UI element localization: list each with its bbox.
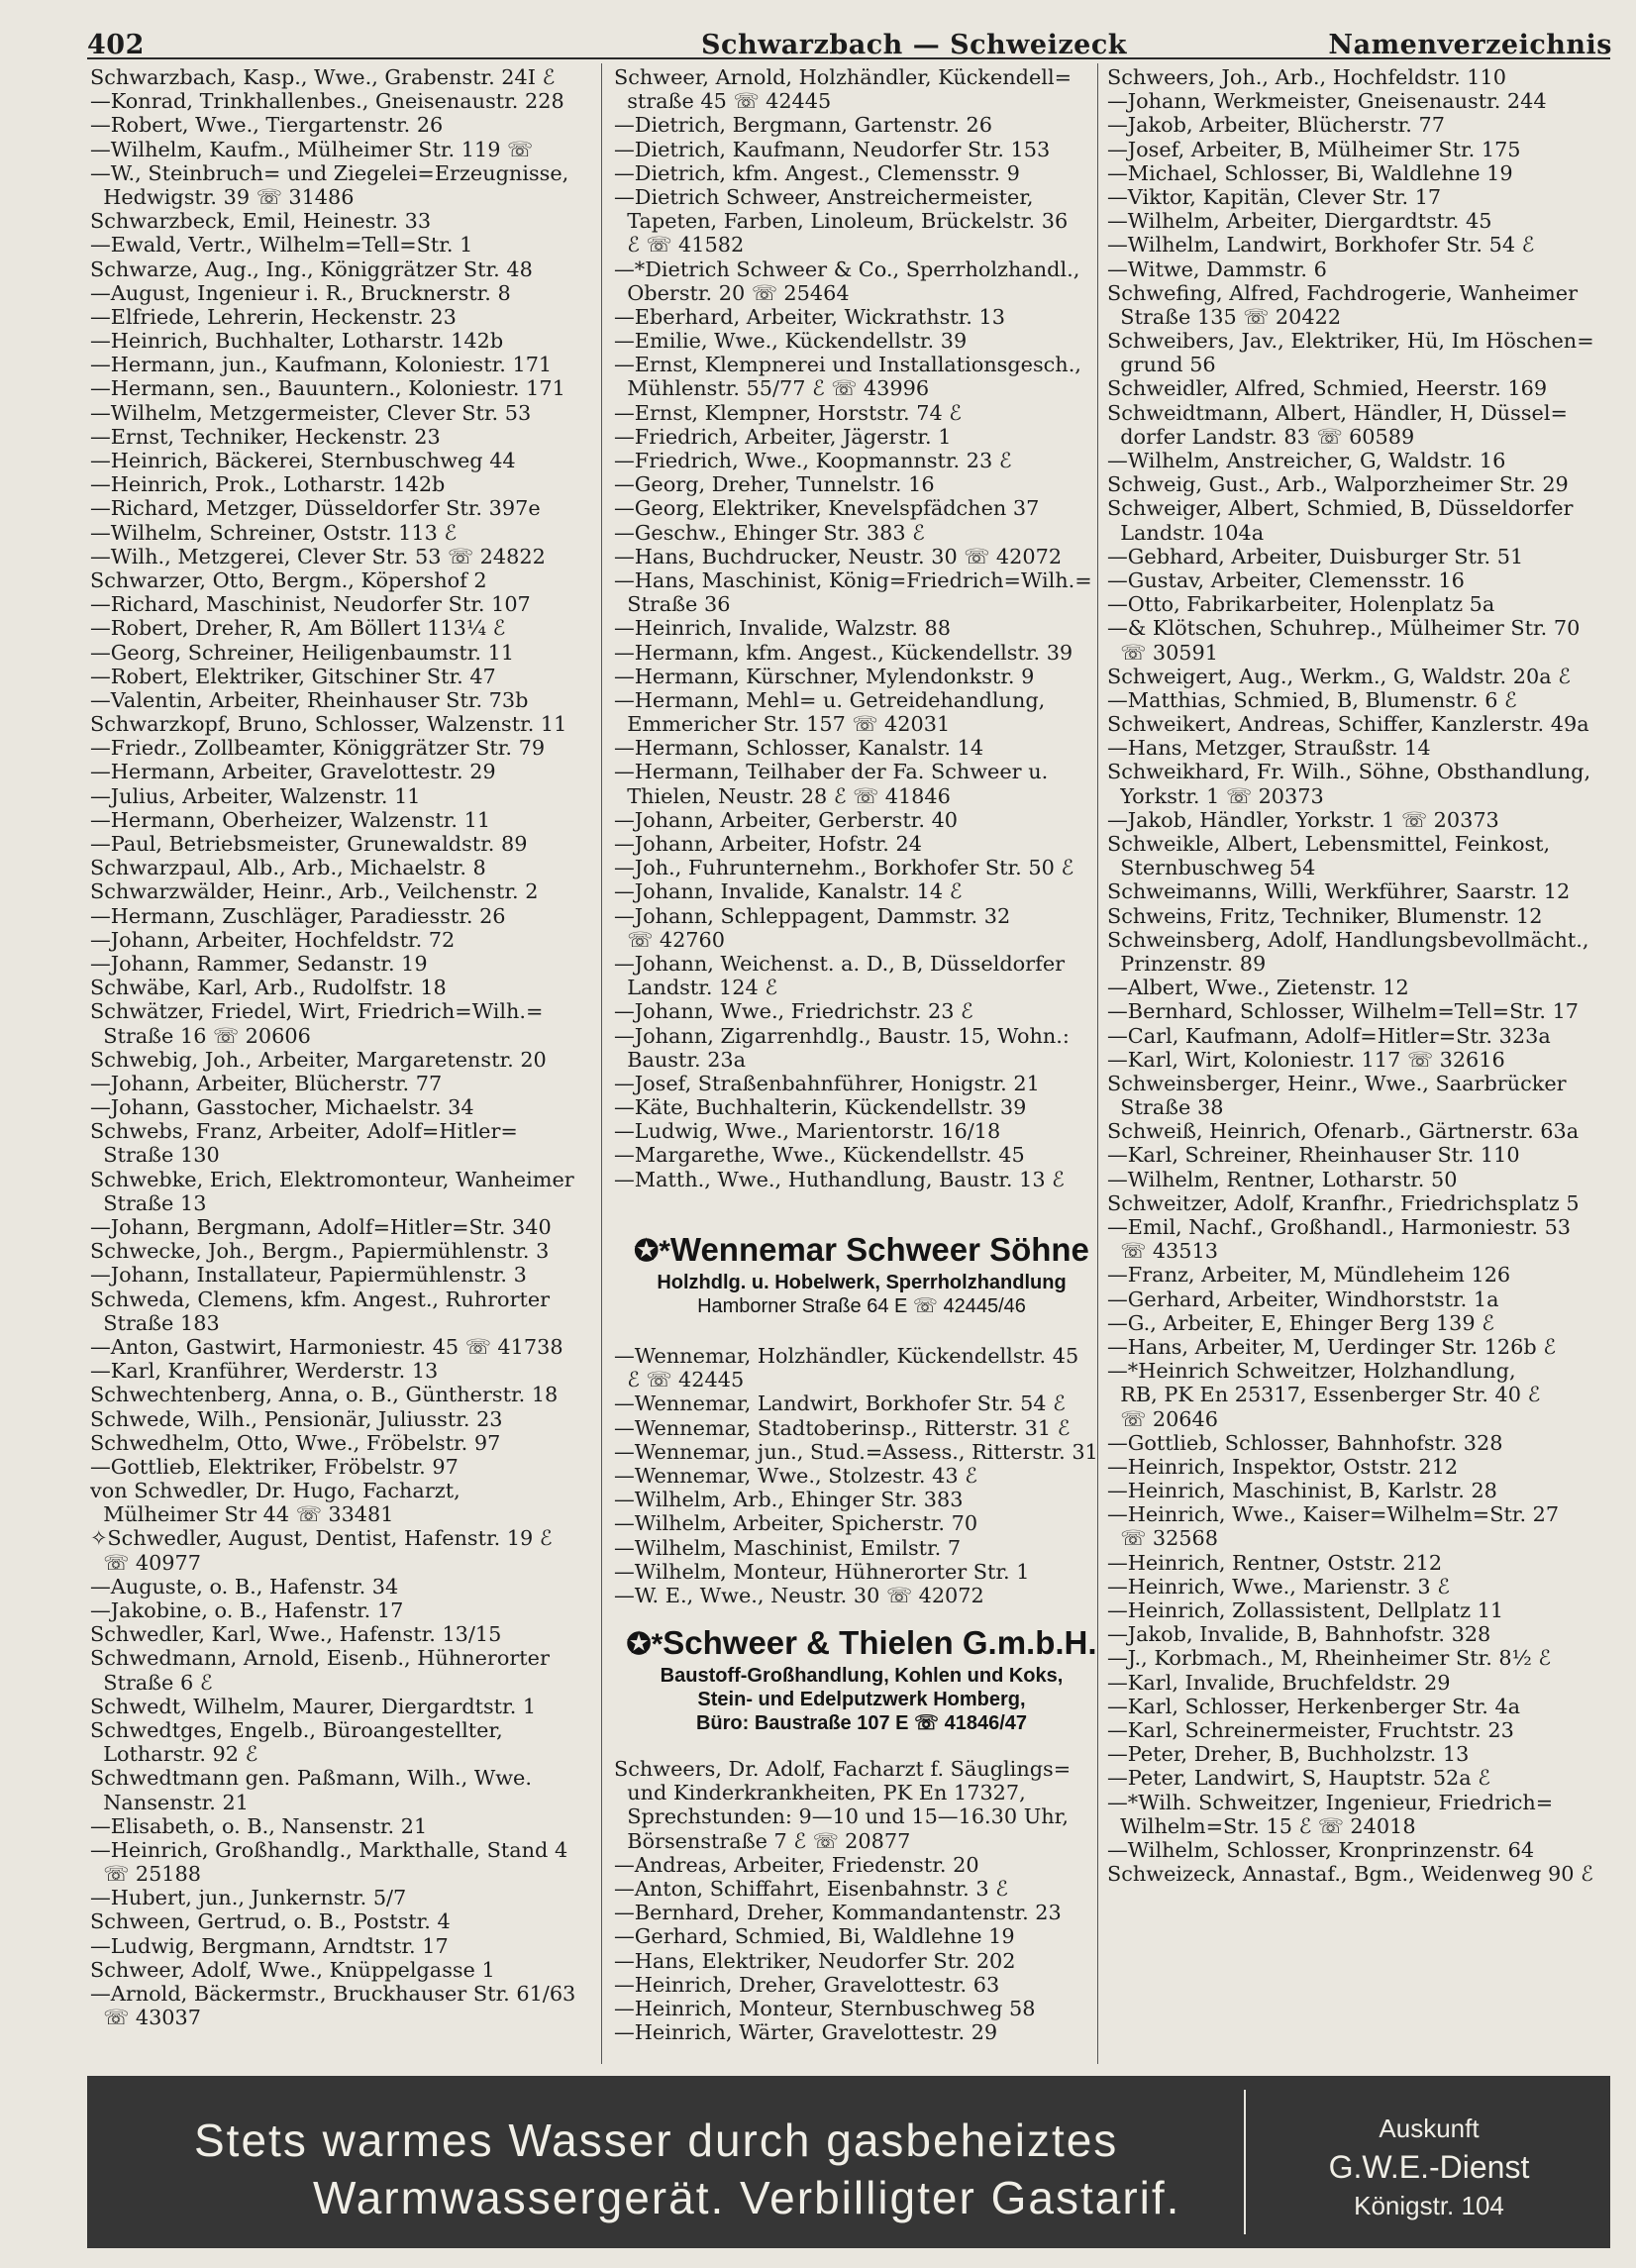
directory-entry-line: Schweiger, Albert, Schmied, B, Düsseldorfer bbox=[1107, 496, 1574, 521]
directory-entry-line: —Wilhelm, Maschinist, Emilstr. 7 bbox=[614, 1535, 962, 1560]
directory-entry-line: Straße 135 ☏ 20422 bbox=[1107, 304, 1342, 329]
directory-entry-line: —Karl, Schlosser, Herkenberger Str. 4a bbox=[1107, 1694, 1521, 1718]
directory-entry-line: —Wilhelm, Metzgermeister, Clever Str. 53 bbox=[90, 400, 532, 425]
directory-entry-line: Straße 38 bbox=[1107, 1095, 1224, 1120]
directory-entry-line: —Wilhelm, Schlosser, Kronprinzenstr. 64 bbox=[1107, 1837, 1535, 1862]
directory-entry-line: —Gerhard, Arbeiter, Windhorststr. 1a bbox=[1107, 1287, 1499, 1311]
directory-entry-line: —Carl, Kaufmann, Adolf=Hitler=Str. 323a bbox=[1107, 1023, 1551, 1048]
directory-entry-line: —Otto, Fabrikarbeiter, Holenplatz 5a bbox=[1107, 592, 1495, 617]
directory-entry-line: Schweigert, Aug., Werkm., G, Waldstr. 20a ℰ bbox=[1107, 664, 1571, 688]
directory-entry-line: —Paul, Betriebsmeister, Grunewaldstr. 89 bbox=[90, 832, 528, 856]
directory-entry-line: —Wennemar, Stadtoberinsp., Ritterstr. 31 ℰ bbox=[614, 1415, 1071, 1440]
directory-entry-line: Schweers, Joh., Arb., Hochfeldstr. 110 bbox=[1107, 65, 1507, 89]
banner-line: Stets warmes Wasser durch gasbeheiztes bbox=[194, 2114, 1119, 2166]
directory-entry-line: Straße 6 ℰ bbox=[90, 1670, 213, 1695]
section-title: Namenverzeichnis bbox=[1328, 30, 1612, 60]
directory-entry-line: Schweers, Dr. Adolf, Facharzt f. Säuglings= bbox=[614, 1757, 1072, 1781]
directory-entry-line: —Matth., Wwe., Huthandlung, Baustr. 13 ℰ bbox=[614, 1167, 1065, 1191]
directory-entry-line: —Karl, Invalide, Bruchfeldstr. 29 bbox=[1107, 1670, 1451, 1695]
column-1 bbox=[90, 65, 585, 2029]
directory-entry-line: —Hermann, Zuschläger, Paradiesstr. 26 bbox=[90, 903, 506, 928]
directory-entry-line: Schweer, Adolf, Wwe., Knüppelgasse 1 bbox=[90, 1957, 495, 1982]
directory-entry-line: —Richard, Maschinist, Neudorfer Str. 107 bbox=[90, 592, 531, 617]
directory-entry-line: —Georg, Elektriker, Knevelspfädchen 37 bbox=[614, 496, 1040, 521]
directory-entry-line: —Johann, Bergmann, Adolf=Hitler=Str. 340 bbox=[90, 1215, 552, 1239]
directory-entry-line: —Wilhelm, Schreiner, Oststr. 113 ℰ bbox=[90, 520, 458, 545]
directory-entry-line: —Wilhelm, Rentner, Lotharstr. 50 bbox=[1107, 1167, 1458, 1191]
directory-entry-line: Schwebs, Franz, Arbeiter, Adolf=Hitler= bbox=[90, 1119, 518, 1144]
directory-entry-line: —Heinrich, Rentner, Oststr. 212 bbox=[1107, 1550, 1443, 1575]
directory-entry-line: —Bernhard, Schlosser, Wilhelm=Tell=Str. 17 bbox=[1107, 999, 1580, 1024]
ad-line: Hamborner Straße 64 E ☏ 42445/46 bbox=[697, 1295, 1026, 1317]
directory-entry-line: Prinzenstr. 89 bbox=[1107, 951, 1267, 976]
directory-entry-line: —Heinrich, Großhandlg., Markthalle, Stand 4 bbox=[90, 1837, 568, 1862]
company-logo-icon: ✪* bbox=[634, 1235, 670, 1268]
directory-entry-line: —Jakob, Händler, Yorkstr. 1 ☏ 20373 bbox=[1107, 807, 1499, 832]
header-rule bbox=[87, 57, 1610, 59]
directory-entry-line: —Margarethe, Wwe., Kückendellstr. 45 bbox=[614, 1143, 1025, 1168]
directory-entry-line: —Auguste, o. B., Hafenstr. 34 bbox=[90, 1574, 399, 1598]
column-3 bbox=[1107, 65, 1602, 1886]
directory-entry-line: —Hermann, Kürschner, Mylendonkstr. 9 bbox=[614, 664, 1035, 688]
directory-entry-line: —Hubert, jun., Junkernstr. 5/7 bbox=[90, 1886, 407, 1910]
directory-entry-line: Schwebig, Joh., Arbeiter, Margaretenstr. 20 bbox=[90, 1047, 547, 1072]
directory-entry-line: ☏ 42760 bbox=[614, 927, 725, 952]
directory-entry-line: Schweibers, Jav., Elektriker, Hü, Im Höschen= bbox=[1107, 329, 1594, 354]
column-2-middle bbox=[614, 1344, 1109, 1607]
directory-entry-line: von Schwedler, Dr. Hugo, Facharzt, bbox=[90, 1479, 460, 1503]
page-number: 402 bbox=[87, 30, 145, 60]
banner-info-label: Auskunft bbox=[1379, 2113, 1480, 2143]
directory-entry-line: —Elisabeth, o. B., Nansenstr. 21 bbox=[90, 1813, 428, 1838]
directory-entry-line: Schwarzbeck, Emil, Heinestr. 33 bbox=[90, 209, 432, 234]
directory-entry-line: —Matthias, Schmied, B, Blumenstr. 6 ℰ bbox=[1107, 687, 1517, 712]
directory-entry-line: —J., Korbmach., M, Rheinheimer Str. 8½ ℰ bbox=[1107, 1646, 1552, 1671]
directory-entry-line: —Geschw., Ehinger Str. 383 ℰ bbox=[614, 520, 925, 545]
directory-entry-line: —Richard, Metzger, Düsseldorfer Str. 397e bbox=[90, 496, 541, 521]
directory-entry-line: Schwarzwälder, Heinr., Arb., Veilchenstr. 2 bbox=[90, 879, 539, 904]
directory-entry-line: Sternbuschweg 54 bbox=[1107, 856, 1316, 880]
directory-entry-line: —Heinrich, Bäckerei, Sternbuschweg 44 bbox=[90, 449, 516, 472]
directory-entry-line: —Jakobine, o. B., Hafenstr. 17 bbox=[90, 1598, 404, 1622]
directory-entry-line: —Gottlieb, Schlosser, Bahnhofstr. 328 bbox=[1107, 1430, 1503, 1455]
directory-entry-line: Schwedtges, Engelb., Büroangestellter, bbox=[90, 1717, 503, 1742]
directory-entry-line: —Karl, Schreinermeister, Fruchtstr. 23 bbox=[1107, 1717, 1514, 1742]
directory-entry-line: —Johann, Arbeiter, Blücherstr. 77 bbox=[90, 1071, 443, 1095]
directory-entry-line: —Dietrich, Bergmann, Gartenstr. 26 bbox=[614, 113, 993, 138]
directory-entry-line: —Michael, Schlosser, Bi, Waldlehne 19 bbox=[1107, 160, 1513, 185]
directory-entry-line: Schwedhelm, Otto, Wwe., Fröbelstr. 97 bbox=[90, 1430, 501, 1455]
directory-entry-line: —Johann, Gasstocher, Michaelstr. 34 bbox=[90, 1095, 474, 1120]
directory-entry-line: Schweizeck, Annastaf., Bgm., Weidenweg 90 ℰ bbox=[1107, 1862, 1593, 1887]
directory-entry-line: Schwecke, Joh., Bergm., Papiermühlenstr. 3 bbox=[90, 1239, 550, 1264]
directory-entry-line: —Heinrich, Wärter, Gravelottestr. 29 bbox=[614, 2020, 998, 2045]
directory-entry-line: —Gerhard, Schmied, Bi, Waldlehne 19 bbox=[614, 1924, 1015, 1949]
directory-entry-line: —Witwe, Dammstr. 6 bbox=[1107, 257, 1327, 281]
directory-entry-line: Schween, Gertrud, o. B., Poststr. 4 bbox=[90, 1909, 451, 1934]
directory-entry-line: ☏ 30591 bbox=[1107, 640, 1218, 665]
directory-entry-line: —Bernhard, Dreher, Kommandantenstr. 23 bbox=[614, 1901, 1062, 1925]
banner-line: Warmwassergerät. Verbilligter Gastarif. bbox=[313, 2172, 1181, 2223]
directory-entry-line: ✧Schwedler, August, Dentist, Hafenstr. 19 ℰ bbox=[90, 1526, 553, 1551]
directory-entry-line: —Wilhelm, Arbeiter, Spicherstr. 70 bbox=[614, 1511, 978, 1536]
directory-entry-line: Landstr. 124 ℰ bbox=[614, 976, 777, 1000]
directory-entry-line: —*Dietrich Schweer & Co., Sperrholzhandl., bbox=[614, 257, 1080, 281]
directory-entry-line: —Heinrich, Buchhalter, Lotharstr. 142b bbox=[90, 329, 504, 354]
ad-line: Baustoff-Großhandlung, Kohlen und Koks, bbox=[660, 1665, 1064, 1687]
directory-entry-line: Sprechstunden: 9—10 und 15—16.30 Uhr, bbox=[614, 1804, 1069, 1829]
directory-entry-line: Börsenstraße 7 ℰ ☏ 20877 bbox=[614, 1828, 911, 1853]
directory-entry-line: Schwedmann, Arnold, Eisenb., Hühnerorter bbox=[90, 1646, 550, 1671]
directory-entry-line: ☏ 32568 bbox=[1107, 1526, 1218, 1551]
directory-entry-line: —Johann, Zigarrenhdlg., Baustr. 15, Wohn.: bbox=[614, 1023, 1070, 1048]
directory-entry-line: —Hans, Buchdrucker, Neustr. 30 ☏ 42072 bbox=[614, 544, 1063, 568]
column-2-bottom bbox=[614, 1757, 1109, 2044]
directory-entry-line: —Hermann, Oberheizer, Walzenstr. 11 bbox=[90, 807, 491, 832]
directory-entry-line: —Friedr., Zollbeamter, Königgrätzer Str. 79 bbox=[90, 736, 546, 761]
column-2-top bbox=[614, 65, 1109, 1191]
directory-entry-line: Schweidtmann, Albert, Händler, H, Düssel= bbox=[1107, 400, 1568, 425]
company-logo-icon: ✪* bbox=[626, 1628, 664, 1661]
directory-entry-line: —Johann, Arbeiter, Hofstr. 24 bbox=[614, 832, 922, 856]
banner-service-name: G.W.E.-Dienst bbox=[1328, 2149, 1530, 2185]
directory-entry-line: Schweig, Gust., Arb., Walporzheimer Str. 29 bbox=[1107, 472, 1569, 497]
directory-entry-line: —*Wilh. Schweitzer, Ingenieur, Friedrich= bbox=[1107, 1790, 1554, 1814]
directory-entry-line: —Wennemar, jun., Stud.=Assess., Ritterstr. 31 bbox=[614, 1439, 1098, 1464]
directory-entry-line: Schwedler, Karl, Wwe., Hafenstr. 13/15 bbox=[90, 1622, 502, 1647]
directory-entry-line: —Hans, Maschinist, König=Friedrich=Wilh.= bbox=[614, 567, 1092, 592]
directory-entry-line: —Emil, Nachf., Großhandl., Harmoniestr. 53 bbox=[1107, 1215, 1572, 1239]
directory-entry-line: —Karl, Wirt, Koloniestr. 117 ☏ 32616 bbox=[1107, 1047, 1505, 1072]
directory-entry-line: Schweidler, Alfred, Schmied, Heerstr. 169 bbox=[1107, 376, 1548, 401]
directory-entry-line: —Hans, Metzger, Straußstr. 14 bbox=[1107, 736, 1431, 761]
directory-entry-line: —Heinrich, Maschinist, B, Karlstr. 28 bbox=[1107, 1479, 1497, 1503]
directory-entry-line: —Heinrich, Wwe., Kaiser=Wilhelm=Str. 27 bbox=[1107, 1502, 1560, 1527]
directory-entry-line: Schwarzbach, Kasp., Wwe., Grabenstr. 24I ℰ bbox=[90, 65, 556, 89]
directory-entry-line: —Hermann, kfm. Angest., Kückendellstr. 39 bbox=[614, 640, 1074, 665]
directory-entry-line: —Georg, Dreher, Tunnelstr. 16 bbox=[614, 472, 935, 497]
directory-entry-line: Mühlenstr. 55/77 ℰ ☏ 43996 bbox=[614, 376, 930, 401]
directory-entry-line: Schwede, Wilh., Pensionär, Juliusstr. 23 bbox=[90, 1406, 503, 1431]
directory-entry-line: —Johann, Werkmeister, Gneisenaustr. 244 bbox=[1107, 89, 1547, 114]
directory-entry-line: Schwebke, Erich, Elektromonteur, Wanheimer bbox=[90, 1167, 574, 1191]
directory-entry-line: Schweitzer, Adolf, Kranfhr., Friedrichsplatz 5 bbox=[1107, 1190, 1580, 1215]
directory-entry-line: —Johann, Arbeiter, Hochfeldstr. 72 bbox=[90, 927, 456, 952]
ad-title: Schweer & Thielen G.m.b.H. bbox=[663, 1624, 1097, 1661]
directory-entry-line: Schwätzer, Friedel, Wirt, Friedrich=Wilh.= bbox=[90, 999, 544, 1024]
ad-title: Wennemar Schweer Söhne bbox=[669, 1231, 1089, 1268]
directory-entry-line: —*Heinrich Schweitzer, Holzhandlung, bbox=[1107, 1359, 1516, 1384]
directory-entry-line: —Wennemar, Landwirt, Borkhofer Str. 54 ℰ bbox=[614, 1392, 1066, 1416]
directory-entry-line: Wilhelm=Str. 15 ℰ ☏ 24018 bbox=[1107, 1813, 1416, 1838]
directory-entry-line: —Friedrich, Wwe., Koopmannstr. 23 ℰ bbox=[614, 449, 1012, 472]
directory-entry-line: —Robert, Dreher, R, Am Böllert 113¼ ℰ bbox=[90, 616, 506, 641]
directory-entry-line: —Ludwig, Wwe., Marientorstr. 16/18 bbox=[614, 1119, 1001, 1144]
directory-entry-line: —Ernst, Klempnerei und Installationsgesch., bbox=[614, 353, 1081, 377]
directory-entry-line: Schweimanns, Willi, Werkführer, Saarstr. 12 bbox=[1107, 879, 1571, 904]
directory-entry-line: —Johann, Wwe., Friedrichstr. 23 ℰ bbox=[614, 999, 973, 1024]
column-divider-1 bbox=[601, 63, 602, 2064]
directory-entry-line: —Albert, Wwe., Zietenstr. 12 bbox=[1107, 976, 1409, 1000]
directory-entry-line: Straße 183 bbox=[90, 1310, 220, 1335]
directory-entry-line: Schweinsberg, Adolf, Handlungsbevollmächt., bbox=[1107, 927, 1589, 952]
directory-entry-line: —Hans, Elektriker, Neudorfer Str. 202 bbox=[614, 1948, 1016, 1973]
directory-entry-line: Schweins, Fritz, Techniker, Blumenstr. 12 bbox=[1107, 903, 1543, 928]
directory-entry-line: —Johann, Rammer, Sedanstr. 19 bbox=[90, 951, 428, 976]
directory-entry-line: —Gottlieb, Elektriker, Fröbelstr. 97 bbox=[90, 1454, 459, 1479]
directory-entry-line: —Ludwig, Bergmann, Arndtstr. 17 bbox=[90, 1933, 449, 1958]
directory-entry-line: —Anton, Schiffahrt, Eisenbahnstr. 3 ℰ bbox=[614, 1876, 1008, 1901]
directory-entry-line: —Johann, Invalide, Kanalstr. 14 ℰ bbox=[614, 879, 963, 904]
directory-entry-line: —Julius, Arbeiter, Walzenstr. 11 bbox=[90, 783, 421, 808]
directory-entry-line: ☏ 43513 bbox=[1107, 1239, 1218, 1264]
directory-entry-line: —Wennemar, Holzhändler, Kückendellstr. 45 bbox=[614, 1344, 1079, 1368]
page-header bbox=[87, 30, 1612, 59]
directory-entry-line: —Heinrich, Prok., Lotharstr. 142b bbox=[90, 472, 446, 497]
ad-line: Holzhdlg. u. Hobelwerk, Sperrholzhandlung bbox=[657, 1272, 1067, 1293]
directory-entry-line: —Heinrich, Invalide, Walzstr. 88 bbox=[614, 616, 951, 641]
directory-entry-line: —Joh., Fuhrunternehm., Borkhofer Str. 50 ℰ bbox=[614, 856, 1074, 880]
directory-entry-line: —Hermann, Schlosser, Kanalstr. 14 bbox=[614, 736, 984, 761]
directory-entry-line: —Wilhelm, Monteur, Hühnerorter Str. 1 bbox=[614, 1559, 1030, 1584]
directory-entry-line: —Gustav, Arbeiter, Clemensstr. 16 bbox=[1107, 567, 1465, 592]
gas-advertisement-banner bbox=[87, 2076, 1610, 2248]
directory-entry-line: —Jakob, Invalide, B, Bahnhofstr. 328 bbox=[1107, 1622, 1491, 1647]
directory-entry-line: —Heinrich, Wwe., Marienstr. 3 ℰ bbox=[1107, 1574, 1450, 1598]
directory-entry-line: Baustr. 23a bbox=[614, 1047, 747, 1072]
directory-entry-line: ℰ ☏ 42445 bbox=[614, 1368, 745, 1392]
directory-entry-line: ☏ 43037 bbox=[90, 2006, 201, 2030]
directory-entry-line: Schweinsberger, Heinr., Wwe., Saarbrücker bbox=[1107, 1071, 1567, 1095]
directory-entry-line: —Wilhelm, Arb., Ehinger Str. 383 bbox=[614, 1488, 964, 1512]
name-range: Schwarzbach — Schweizeck bbox=[701, 30, 1128, 60]
directory-entry-line: Schwarzer, Otto, Bergm., Köpershof 2 bbox=[90, 567, 487, 592]
directory-entry-line: —Georg, Schreiner, Heiligenbaumstr. 11 bbox=[90, 640, 515, 665]
directory-entry-line: Oberstr. 20 ☏ 25464 bbox=[614, 280, 850, 305]
directory-entry-line: —Anton, Gastwirt, Harmoniestr. 45 ☏ 41738 bbox=[90, 1334, 563, 1359]
directory-entry-line: Straße 130 bbox=[90, 1143, 220, 1168]
banner-divider bbox=[1244, 2090, 1246, 2234]
directory-entry-line: Schweer, Arnold, Holzhändler, Kückendell= bbox=[614, 65, 1073, 89]
directory-entry-line: —Heinrich, Inspektor, Oststr. 212 bbox=[1107, 1454, 1459, 1479]
directory-entry-line: —Heinrich, Zollassistent, Dellplatz 11 bbox=[1107, 1598, 1504, 1622]
directory-entry-line: straße 45 ☏ 42445 bbox=[614, 89, 832, 114]
directory-entry-line: —Karl, Kranführer, Werderstr. 13 bbox=[90, 1359, 439, 1384]
directory-entry-line: und Kinderkrankheiten, PK En 17327, bbox=[614, 1781, 1026, 1805]
directory-entry-line: —Friedrich, Arbeiter, Jägerstr. 1 bbox=[614, 424, 952, 449]
directory-entry-line: Schweda, Clemens, kfm. Angest., Ruhrorter bbox=[90, 1287, 551, 1311]
directory-entry-line: —& Klötschen, Schuhrep., Mülheimer Str. 70 bbox=[1107, 616, 1581, 641]
directory-entry-line: —Eberhard, Arbeiter, Wickrathstr. 13 bbox=[614, 304, 1005, 329]
directory-entry-line: —Peter, Dreher, B, Buchholzstr. 13 bbox=[1107, 1742, 1470, 1767]
directory-entry-line: —Wilh., Metzgerei, Clever Str. 53 ☏ 24822 bbox=[90, 544, 546, 568]
directory-entry-line: Yorkstr. 1 ☏ 20373 bbox=[1107, 783, 1324, 808]
directory-entry-line: —Robert, Elektriker, Gitschiner Str. 47 bbox=[90, 664, 496, 688]
directory-entry-line: —G., Arbeiter, E, Ehinger Berg 139 ℰ bbox=[1107, 1310, 1494, 1335]
banner-address: Königstr. 104 bbox=[1354, 2191, 1504, 2220]
directory-entry-line: —Johann, Schleppagent, Dammstr. 32 bbox=[614, 903, 1011, 928]
directory-entry-line: Hedwigstr. 39 ☏ 31486 bbox=[90, 184, 355, 209]
directory-entry-line: —Arnold, Bäckermstr., Bruckhauser Str. 61/63 bbox=[90, 1982, 576, 2006]
directory-entry-line: —Josef, Arbeiter, B, Mülheimer Str. 175 bbox=[1107, 137, 1521, 161]
directory-entry-line: Landstr. 104a bbox=[1107, 520, 1265, 545]
directory-entry-line: Nansenstr. 21 bbox=[90, 1790, 249, 1814]
directory-entry-line: ☏ 25188 bbox=[90, 1862, 201, 1887]
directory-entry-line: —Hermann, Teilhaber der Fa. Schweer u. bbox=[614, 760, 1049, 784]
directory-entry-line: Thielen, Neustr. 28 ℰ ☏ 41846 bbox=[614, 783, 951, 808]
directory-entry-line: Schwarzkopf, Bruno, Schlosser, Walzenstr. 11 bbox=[90, 712, 567, 737]
directory-entry-line: —Wilhelm, Anstreicher, G, Waldstr. 16 bbox=[1107, 449, 1506, 472]
directory-entry-line: —Käte, Buchhalterin, Kückendellstr. 39 bbox=[614, 1095, 1027, 1120]
directory-entry-line: —Hermann, sen., Bauuntern., Koloniestr. 171 bbox=[90, 376, 565, 401]
directory-entry-line: Mülheimer Str 44 ☏ 33481 bbox=[90, 1502, 394, 1527]
directory-entry-line: —Valentin, Arbeiter, Rheinhauser Str. 73b bbox=[90, 687, 529, 712]
directory-entry-line: —Elfriede, Lehrerin, Heckenstr. 23 bbox=[90, 304, 457, 329]
directory-entry-line: ☏ 40977 bbox=[90, 1550, 201, 1575]
ad-line: Stein- und Edelputzwerk Homberg, bbox=[697, 1689, 1026, 1710]
directory-entry-line: Schweikert, Andreas, Schiffer, Kanzlerstr. 49a bbox=[1107, 712, 1589, 737]
directory-entry-line: —Dietrich Schweer, Anstreichermeister, bbox=[614, 184, 1034, 209]
directory-entry-line: —Johann, Installateur, Papiermühlenstr. 3 bbox=[90, 1263, 527, 1288]
directory-entry-line: —Franz, Arbeiter, M, Mündleheim 126 bbox=[1107, 1263, 1511, 1288]
directory-entry-line: —Ernst, Techniker, Heckenstr. 23 bbox=[90, 424, 441, 449]
directory-entry-line: —Josef, Straßenbahnführer, Honigstr. 21 bbox=[614, 1071, 1040, 1095]
directory-entry-line: Schweiß, Heinrich, Ofenarb., Gärtnerstr. 63a bbox=[1107, 1119, 1580, 1144]
directory-entry-line: —Hermann, jun., Kaufmann, Koloniestr. 171 bbox=[90, 353, 553, 377]
directory-entry-line: —Wilhelm, Kaufm., Mülheimer Str. 119 ☏ bbox=[90, 137, 534, 161]
directory-entry-line: —Johann, Arbeiter, Gerberstr. 40 bbox=[614, 807, 959, 832]
directory-entry-line: ☏ 20646 bbox=[1107, 1406, 1218, 1431]
directory-entry-line: Schweikle, Albert, Lebensmittel, Feinkost, bbox=[1107, 832, 1551, 856]
directory-entry-line: —Dietrich, kfm. Angest., Clemensstr. 9 bbox=[614, 160, 1020, 185]
directory-entry-line: —Hermann, Mehl= u. Getreidehandlung, bbox=[614, 687, 1046, 712]
directory-entry-line: Lotharstr. 92 ℰ bbox=[90, 1742, 258, 1767]
directory-entry-line: Schwedtmann gen. Paßmann, Wilh., Wwe. bbox=[90, 1766, 532, 1791]
directory-entry-line: —Heinrich, Dreher, Gravelottestr. 63 bbox=[614, 1972, 1000, 1997]
directory-entry-line: Schwäbe, Karl, Arb., Rudolfstr. 18 bbox=[90, 976, 447, 1000]
directory-entry-line: —Emilie, Wwe., Kückendellstr. 39 bbox=[614, 329, 968, 354]
directory-entry-line: —Viktor, Kapitän, Clever Str. 17 bbox=[1107, 184, 1442, 209]
ad-wennemar-schweer bbox=[614, 1231, 1109, 1318]
directory-entry-line: —Johann, Weichenst. a. D., B, Düsseldorfer bbox=[614, 951, 1066, 976]
directory-entry-line: —Gebhard, Arbeiter, Duisburger Str. 51 bbox=[1107, 544, 1524, 568]
directory-entry-line: —Wennemar, Wwe., Stolzestr. 43 ℰ bbox=[614, 1463, 977, 1488]
directory-entry-line: —Heinrich, Monteur, Sternbuschweg 58 bbox=[614, 1996, 1036, 2020]
directory-entry-line: —W. E., Wwe., Neustr. 30 ☏ 42072 bbox=[614, 1583, 984, 1607]
ad-line: Büro: Baustraße 107 E ☏ 41846/47 bbox=[695, 1712, 1028, 1734]
directory-entry-line: —Jakob, Arbeiter, Blücherstr. 77 bbox=[1107, 113, 1445, 138]
directory-entry-line: —W., Steinbruch= und Ziegelei=Erzeugnisse, bbox=[90, 160, 569, 185]
directory-entry-line: —Robert, Wwe., Tiergartenstr. 26 bbox=[90, 113, 444, 138]
directory-entry-line: Schwechtenberg, Anna, o. B., Güntherstr. 18 bbox=[90, 1383, 559, 1407]
directory-entry-line: Schwefing, Alfred, Fachdrogerie, Wanheimer bbox=[1107, 280, 1579, 305]
directory-entry-line: Schwarze, Aug., Ing., Königgrätzer Str. 48 bbox=[90, 257, 533, 281]
directory-entry-line: —Hans, Arbeiter, M, Uerdinger Str. 126b ℰ bbox=[1107, 1334, 1556, 1359]
directory-entry-line: dorfer Landstr. 83 ☏ 60589 bbox=[1107, 424, 1415, 449]
ad-schweer-thielen bbox=[614, 1624, 1109, 1735]
directory-entry-line: —Konrad, Trinkhallenbes., Gneisenaustr. 228 bbox=[90, 89, 564, 114]
directory-entry-line: Schweikhard, Fr. Wilh., Söhne, Obsthandlung, bbox=[1107, 760, 1591, 784]
directory-entry-line: —Peter, Landwirt, S, Hauptstr. 52a ℰ bbox=[1107, 1766, 1490, 1791]
directory-entry-line: —Wilhelm, Arbeiter, Diergardtstr. 45 bbox=[1107, 209, 1492, 234]
directory-entry-line: —Karl, Schreiner, Rheinhauser Str. 110 bbox=[1107, 1143, 1520, 1168]
directory-entry-line: ℰ ☏ 41582 bbox=[614, 233, 745, 258]
directory-entry-line: Straße 16 ☏ 20606 bbox=[90, 1023, 311, 1048]
directory-entry-line: —August, Ingenieur i. R., Brucknerstr. 8 bbox=[90, 280, 511, 305]
directory-entry-line: —Andreas, Arbeiter, Friedenstr. 20 bbox=[614, 1852, 979, 1877]
directory-entry-line: Straße 36 bbox=[614, 592, 731, 617]
directory-entry-line: grund 56 bbox=[1107, 353, 1216, 377]
directory-entry-line: —Wilhelm, Landwirt, Borkhofer Str. 54 ℰ bbox=[1107, 233, 1535, 258]
directory-entry-line: RB, PK En 25317, Essenberger Str. 40 ℰ bbox=[1107, 1383, 1541, 1407]
directory-entry-line: Straße 13 bbox=[90, 1190, 207, 1215]
directory-entry-line: —Ewald, Vertr., Wilhelm=Tell=Str. 1 bbox=[90, 233, 473, 258]
directory-entry-line: Tapeten, Farben, Linoleum, Brückelstr. 36 bbox=[614, 209, 1069, 234]
directory-entry-line: —Dietrich, Kaufmann, Neudorfer Str. 153 bbox=[614, 137, 1051, 161]
directory-entry-line: —Hermann, Arbeiter, Gravelottestr. 29 bbox=[90, 760, 496, 784]
directory-entry-line: Emmericher Str. 157 ☏ 42031 bbox=[614, 712, 951, 737]
directory-entry-line: Schwedt, Wilhelm, Maurer, Diergardtstr. 1 bbox=[90, 1694, 537, 1718]
directory-entry-line: —Ernst, Klempner, Horststr. 74 ℰ bbox=[614, 400, 962, 425]
directory-entry-line: Schwarzpaul, Alb., Arb., Michaelstr. 8 bbox=[90, 856, 486, 880]
